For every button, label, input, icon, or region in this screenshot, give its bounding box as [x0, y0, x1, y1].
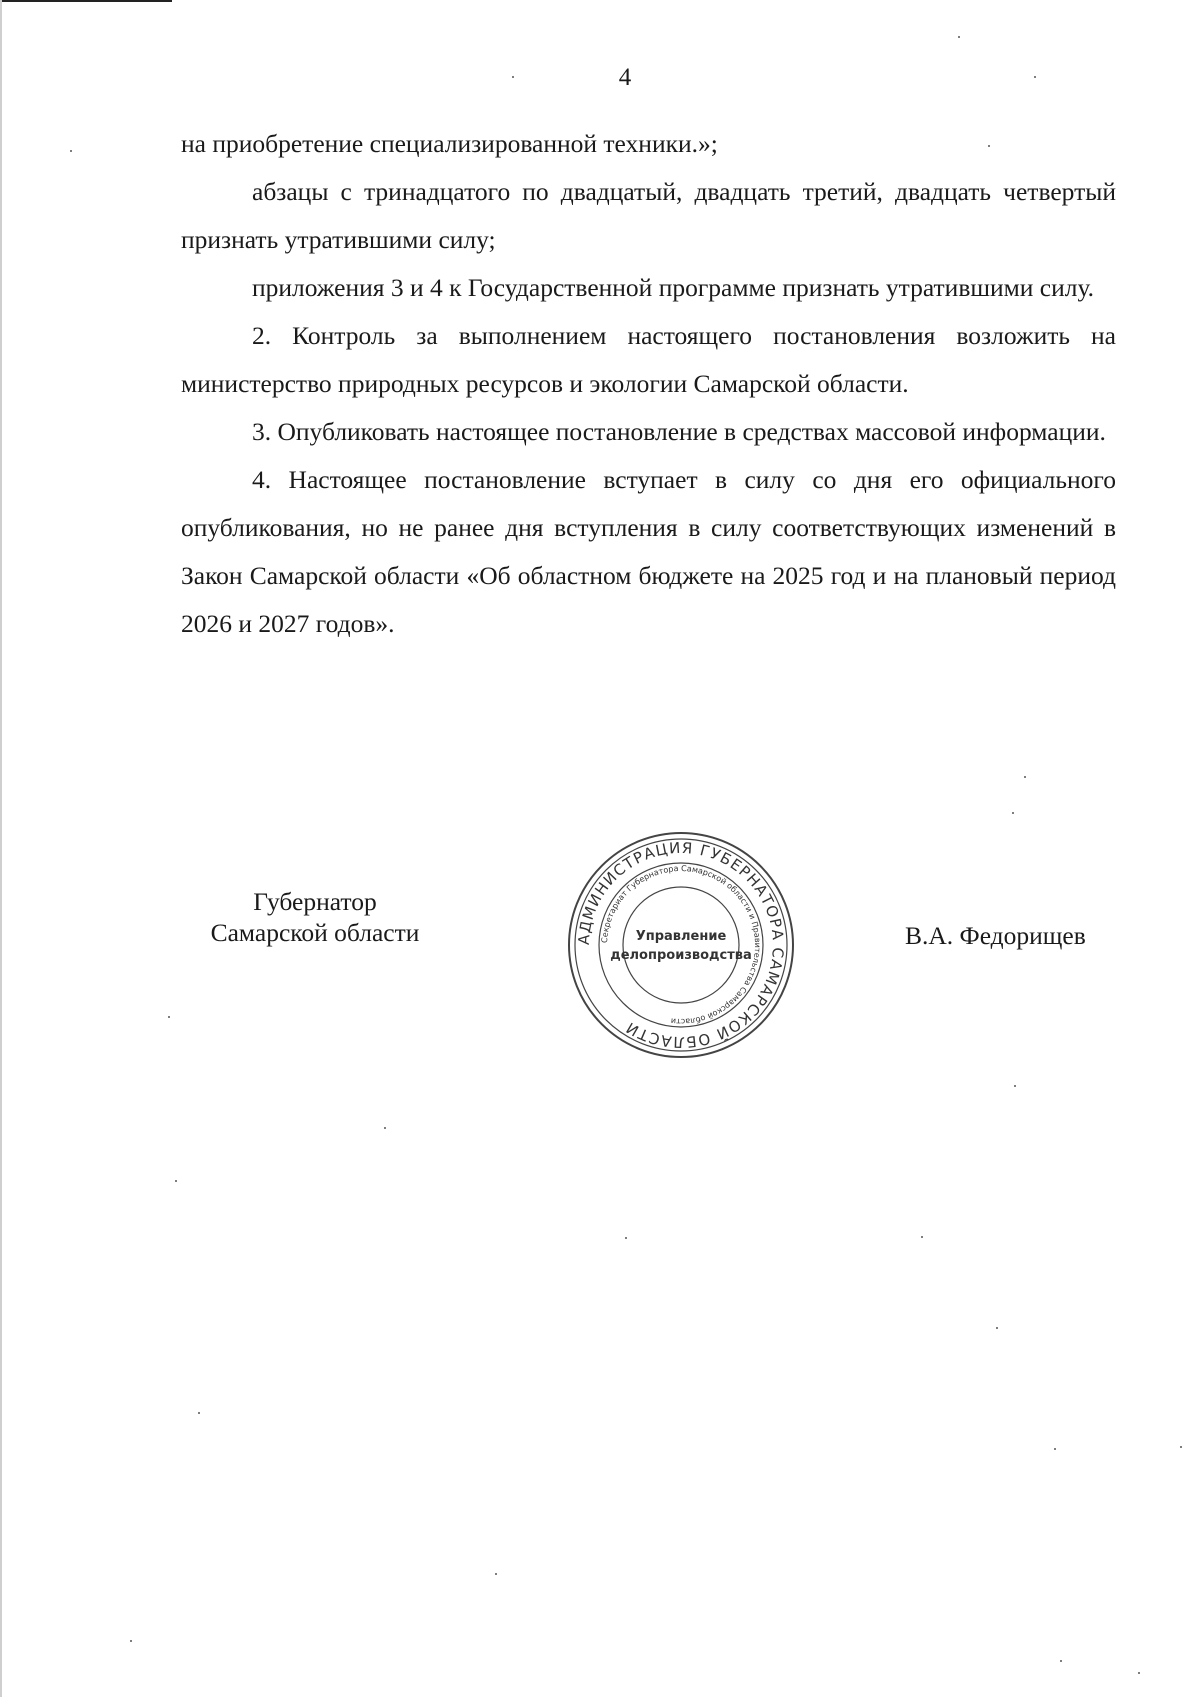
- signatory-name: В.А. Федорищев: [905, 921, 1086, 950]
- scan-speck: [70, 150, 72, 152]
- official-stamp: [565, 829, 797, 1061]
- stamp-center-line1: Управление: [635, 929, 727, 944]
- stamp-center-line2: делопроизводства: [610, 948, 752, 963]
- signatory-region: Самарской области: [210, 918, 420, 947]
- top-edge-rule: [0, 0, 172, 2]
- scan-speck: [625, 1237, 627, 1239]
- scan-speck: [921, 1236, 923, 1238]
- paragraph-item-3: 3. Опубликовать настоящее постановление в средствах массовой информации.: [252, 417, 1106, 446]
- scan-speck: [1014, 1085, 1016, 1087]
- scan-speck: [384, 1127, 386, 1129]
- scan-speck: [1138, 1672, 1140, 1674]
- paragraph-abzacy: абзацы с тринадцатого по двадцатый, двадцать третий, двадцать четвертый признать утратившими силу;: [181, 177, 1116, 254]
- paragraph-item-2: 2. Контроль за выполнением настоящего постановления возложить на министерство природных ресурсов и экологии Самарской области.: [181, 321, 1116, 398]
- scan-speck: [988, 145, 990, 147]
- scan-speck: [130, 1640, 132, 1642]
- scan-speck: [495, 1573, 497, 1575]
- scan-speck: [1024, 776, 1026, 778]
- scan-speck: [175, 1180, 177, 1182]
- stamp-outer-text: АДМИНИСТРАЦИЯ ГУБЕРНАТОРА САМАРСКОЙ ОБЛАСТИ: [574, 838, 788, 1052]
- stamp-inner-circle: [623, 887, 739, 1003]
- paragraph-prilozheniya: приложения 3 и 4 к Государственной программе признать утратившими силу.: [252, 273, 1095, 302]
- scan-speck: [958, 36, 960, 38]
- scan-speck: [1054, 1448, 1056, 1450]
- page-number: 4: [618, 64, 632, 91]
- paragraph-continuation: на приобретение специализированной техники.»;: [181, 129, 718, 158]
- scan-speck: [1060, 1660, 1062, 1662]
- scan-speck: [1180, 1446, 1182, 1448]
- scan-speck: [996, 1327, 998, 1329]
- scan-speck: [1012, 812, 1014, 814]
- paragraph-item-4: 4. Настоящее постановление вступает в силу со дня его официального опубликования, но не ранее дня вступления в силу соответствующих изменений в Закон Самарской области «Об областном бюджете на 2025 год и на плановый период 2026 и 2027 годов».: [181, 465, 1116, 638]
- left-edge-shadow: [0, 0, 2, 1697]
- stamp-inner-text: Секретариат Губернатора Самарской области и Правительства Самарской области: [599, 863, 763, 1027]
- scan-speck: [1034, 76, 1036, 78]
- signatory-title: Губернатор: [253, 887, 377, 916]
- signatory-position: [175, 886, 455, 948]
- document-body: [181, 120, 1116, 648]
- scan-speck: [168, 1016, 170, 1018]
- scan-speck: [512, 76, 514, 78]
- scan-speck: [198, 1412, 200, 1414]
